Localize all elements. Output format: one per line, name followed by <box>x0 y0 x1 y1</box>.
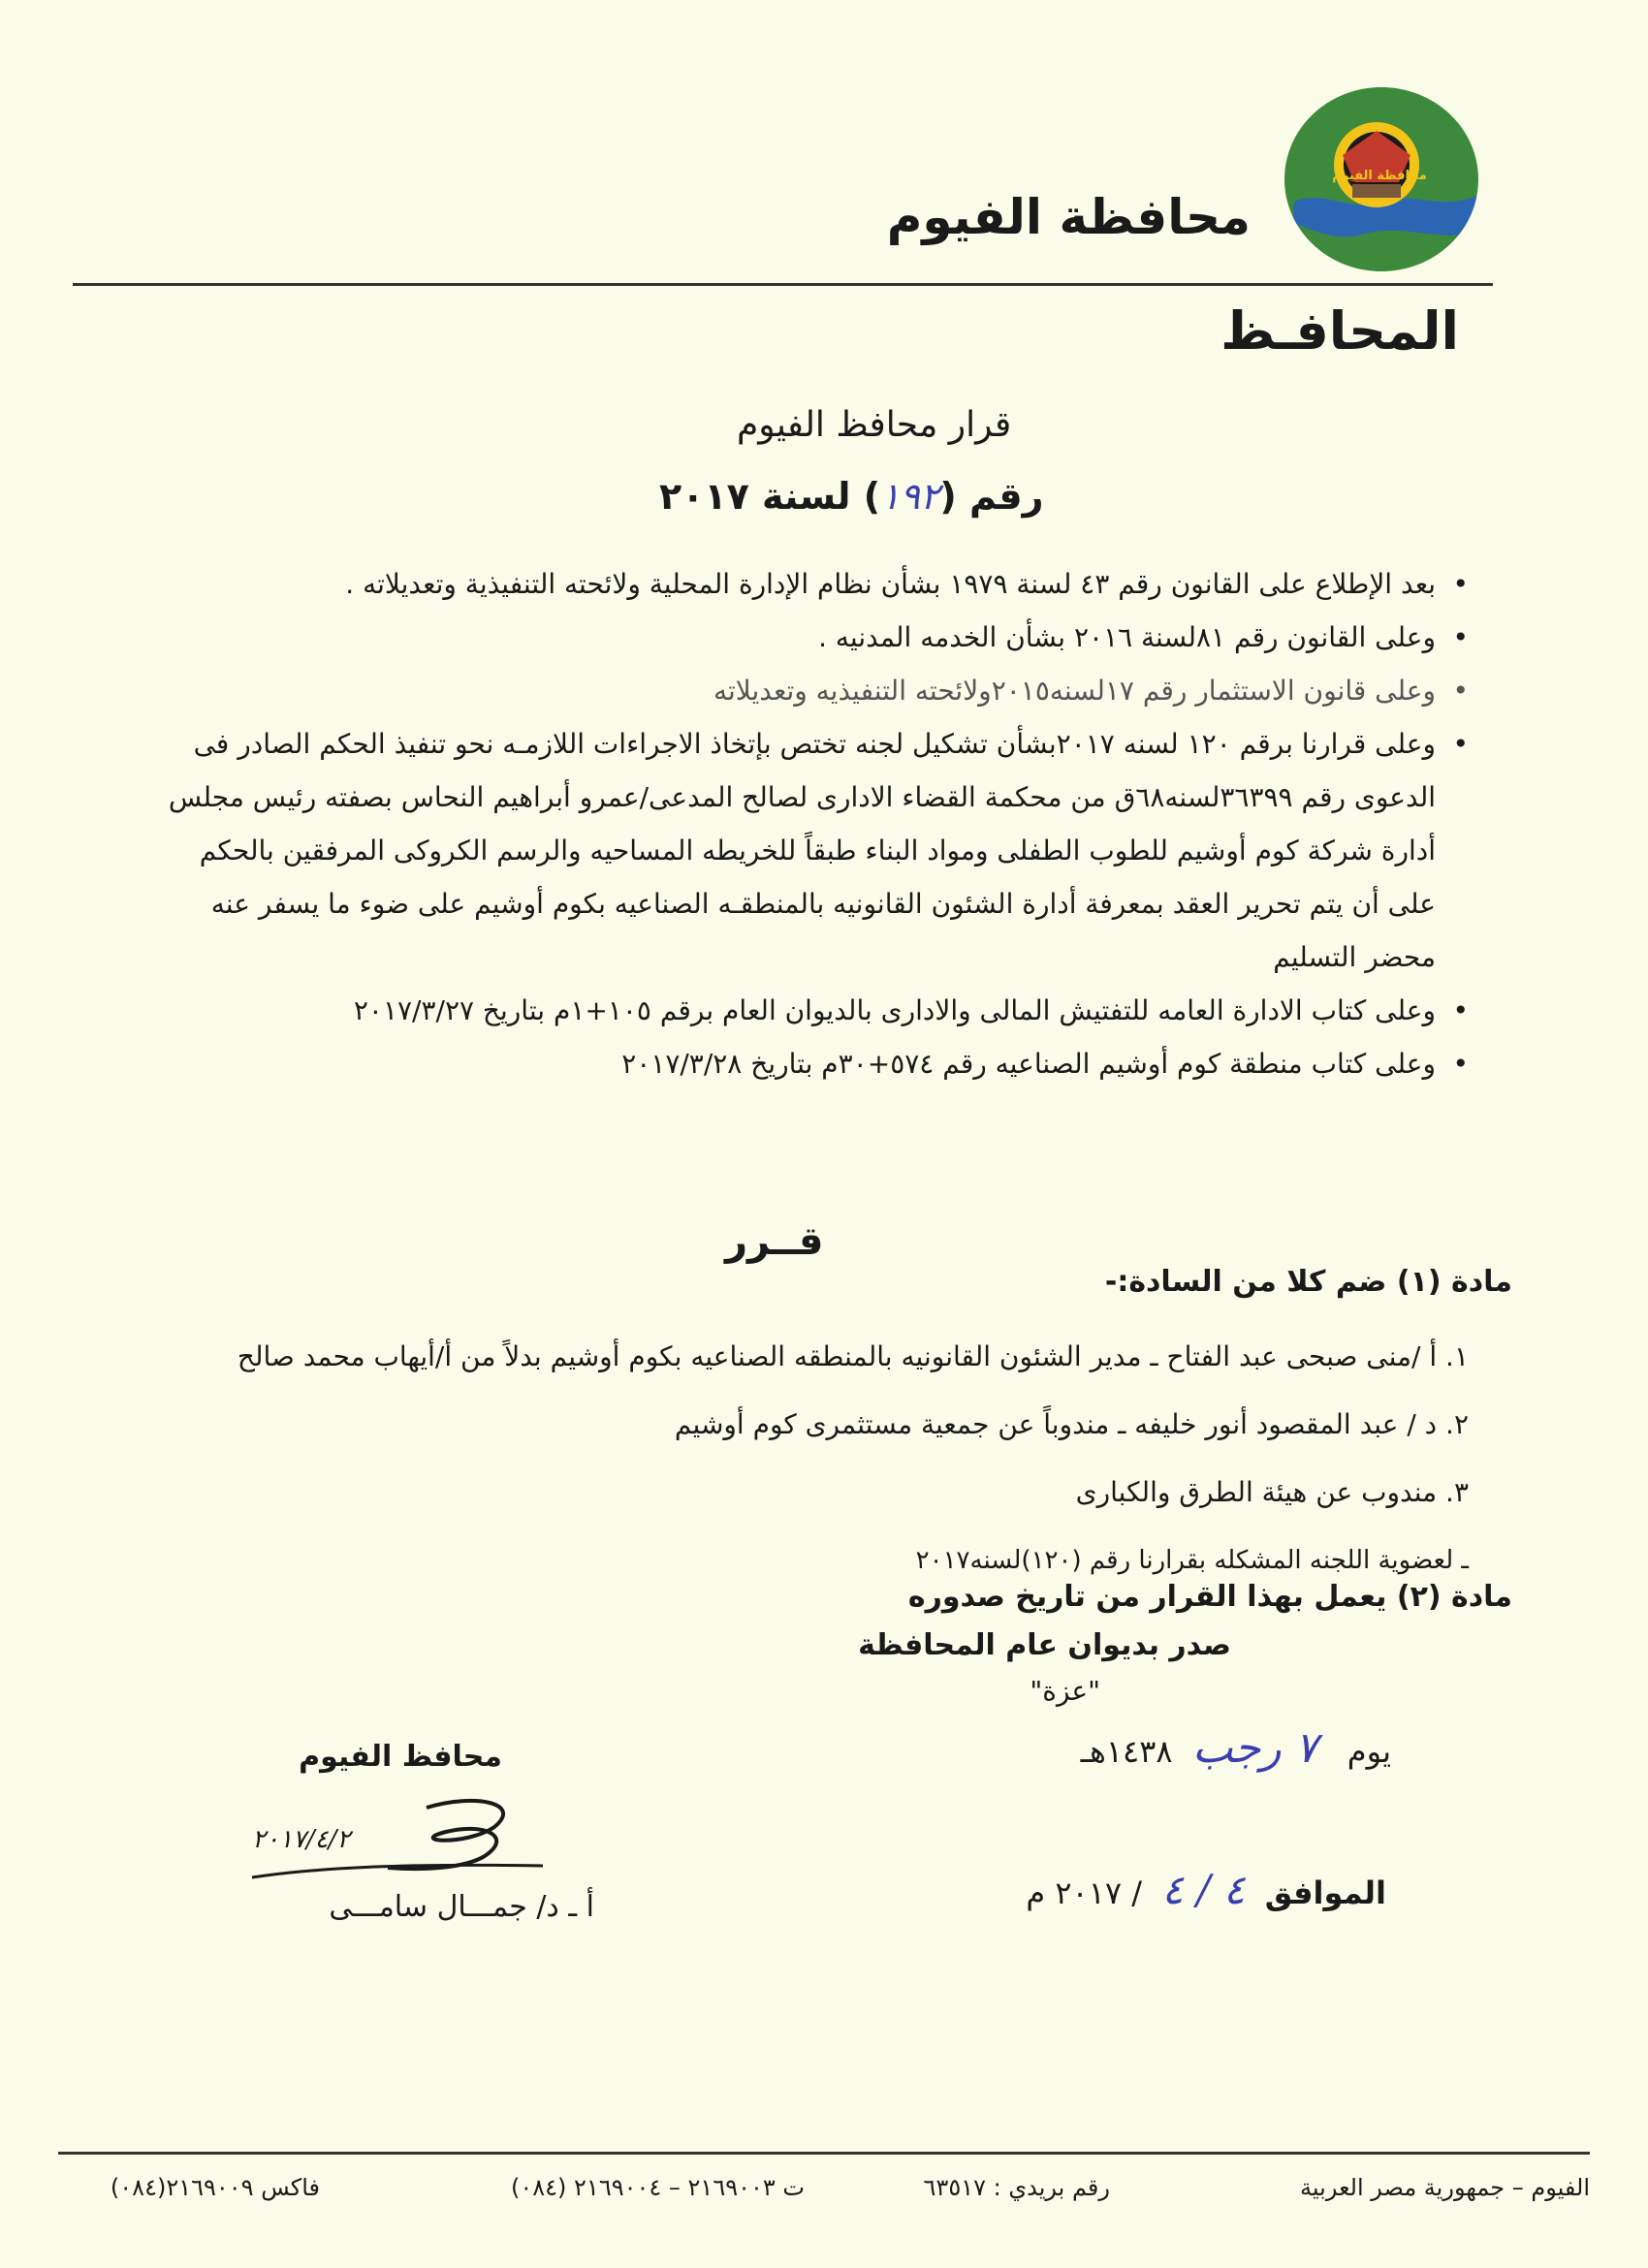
preamble-item: • وعلى قرارنا برقم ١٢٠ لسنه ٢٠١٧بشأن تشكيل لجنه تختص بإتخاذ الاجراءات اللازمـه نحو تنفيذ الحكم الصادر فى الدعوى رقم ٣٦٣٩٩لسنه٦٨ق من محكمة القضاء الادارى لصالح المدعى/عمرو أبراهيم النحاس بصفته رئيس مجلس أدارة شركة كوم أوشيم للطوب الطفلى ومواد البناء طبقاً للخريطه المساحيه والرسم الكروكى المرفقين بالحكم على أن يتم تحرير العقد بمعرفة أدارة الشئون القانونيه بالمنطقـه الصناعيه بكوم أوشيم على ضوء ما يسفر عنه محضر التسليم <box>150 717 1469 984</box>
footer-phone: ت ٢١٦٩٠٠٣ – ٢١٦٩٠٠٤ (٠٨٤) <box>510 2174 805 2201</box>
article-1-members <box>111 1323 1469 1594</box>
logo-label: محافظة الفيوم <box>1332 169 1427 183</box>
greg-prefix: الموافق <box>1264 1874 1386 1911</box>
member-item: ٣. مندوب عن هيئة الطرق والكبارى <box>1075 1476 1469 1508</box>
decree-number-handwritten: ١٩٢ <box>880 475 940 518</box>
governorate-name: محافظة الفيوم <box>886 189 1251 245</box>
signature-date: ٢٠١٧/٤/٢ <box>252 1825 351 1854</box>
article-2-heading: مادة (٢) يعمل بهذا القرار من تاريخ صدوره <box>907 1580 1512 1614</box>
footer-fax: فاكس ٢١٦٩٠٠٩(٠٨٤) <box>110 2174 320 2201</box>
preamble-item: • وعلى قانون الاستثمار رقم ١٧لسنه٢٠١٥ولائحته التنفيذيه وتعديلاته <box>150 664 1469 717</box>
issued-at: صدر بديوان عام المحافظة <box>858 1628 1231 1662</box>
header-divider <box>73 283 1493 286</box>
member-note: ـ لعضوية اللجنه المشكله بقرارنا رقم (١٢٠)لسنه٢٠١٧ <box>915 1546 1469 1575</box>
hijri-date <box>1081 1723 1391 1773</box>
gregorian-date <box>1026 1866 1386 1913</box>
article-1-heading: مادة (١) ضم كلا من السادة:- <box>1104 1265 1512 1299</box>
decree-number <box>659 475 1044 518</box>
preamble-item: • وعلى القانون رقم ٨١لسنة ٢٠١٦ بشأن الخدمه المدنيه . <box>150 611 1469 664</box>
decree-number-prefix: رقم ( <box>939 475 1044 518</box>
decree-number-suffix: ) لسنة ٢٠١٧ <box>659 475 881 518</box>
preamble-item: • وعلى كتاب الادارة العامه للتفتيش المالى والادارى بالديوان العام برقم ١٠٥+١م بتاريخ ٢٠١٧/٣/٢٧ <box>150 984 1469 1037</box>
preamble-item: • وعلى كتاب منطقة كوم أوشيم الصناعيه رقم ٥٧٤+٣٠م بتاريخ ٢٠١٧/٣/٢٨ <box>150 1037 1469 1090</box>
decided-heading: قــرر <box>725 1219 824 1264</box>
greg-suffix: / ٢٠١٧ م <box>1026 1874 1143 1911</box>
hijri-suffix: ١٤٣٨هـ <box>1080 1733 1173 1770</box>
footer-address: الفيوم – جمهورية مصر العربية <box>1300 2174 1590 2201</box>
footer-divider <box>58 2152 1590 2155</box>
signatory-title: محافظ الفيوم <box>299 1740 502 1774</box>
preamble-item: • بعد الإطلاع على القانون رقم ٤٣ لسنة ١٩٧٩ بشأن نظام الإدارة المحلية ولائحته التنفيذية وتعديلاته . <box>150 557 1469 611</box>
footer-postal: رقم بريدي : ٦٣٥١٧ <box>923 2174 1110 2201</box>
greeting: "عزة" <box>1030 1675 1100 1707</box>
hijri-handwritten: ٧ رجب <box>1191 1723 1318 1773</box>
signatory-name: أ ـ د/ جمـــال سامـــى <box>329 1890 594 1924</box>
member-item: ٢. د / عبد المقصود أنور خليفه ـ مندوباً عن جمعية مستثمرى كوم أوشيم <box>674 1408 1469 1440</box>
decree-title: قرار محافظ الفيوم <box>737 405 1012 445</box>
member-item: ١. أ /منى صبحى عبد الفتاح ـ مدير الشئون القانونيه بالمنطقه الصناعيه بكوم أوشيم بدلاً من أ/أيهاب محمد صالح <box>237 1340 1469 1372</box>
hijri-prefix: يوم <box>1347 1733 1391 1770</box>
office-title: المحافـظ <box>1220 300 1459 362</box>
governorate-logo <box>1284 87 1478 271</box>
greg-handwritten: ٤ / ٤ <box>1161 1866 1246 1913</box>
preamble-list <box>150 557 1469 1090</box>
